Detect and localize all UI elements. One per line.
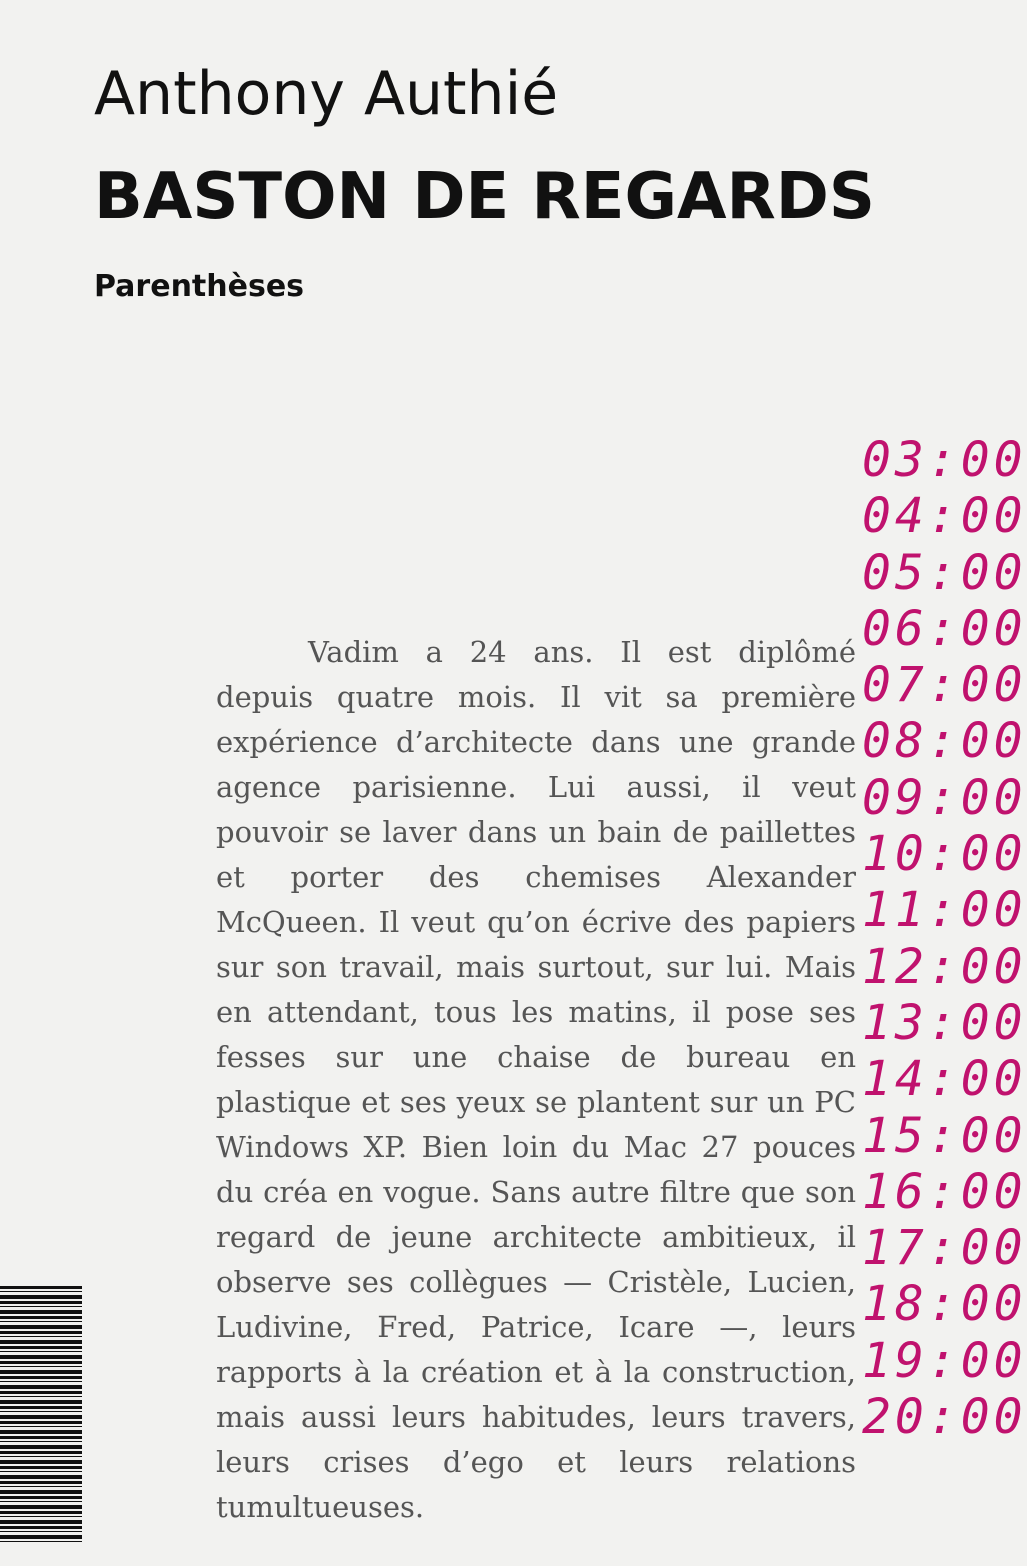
digital-clock-column <box>862 432 1027 1566</box>
clock-time: 07:00 <box>862 657 1027 714</box>
clock-time: 04:00 <box>862 488 1027 545</box>
clock-time: 11:00 <box>862 882 1027 939</box>
clock-time: 14:00 <box>862 1051 1027 1108</box>
publisher-name: Parenthèses <box>94 269 305 304</box>
clock-time: 09:00 <box>862 769 1027 826</box>
book-title: BASTON DE REGARDS <box>94 160 875 234</box>
clock-time: 06:00 <box>862 600 1027 657</box>
clock-time: 20:00 <box>862 1389 1027 1446</box>
clock-time: 16:00 <box>862 1163 1027 1220</box>
clock-time: 05:00 <box>862 544 1027 601</box>
clock-time: 13:00 <box>862 994 1027 1051</box>
clock-time: 18:00 <box>862 1276 1027 1333</box>
clock-time: 03:00 <box>862 432 1027 488</box>
clock-time: 17:00 <box>862 1220 1027 1277</box>
clock-time: 19:00 <box>862 1332 1027 1389</box>
author-name: Anthony Authié <box>94 59 559 129</box>
clock-time: 15:00 <box>862 1107 1027 1164</box>
back-cover-blurb: Vadim a 24 ans. Il est diplômé depuis quatre mois. Il vit sa première expérience d’architecte dans une grande agence parisienne. Lui aussi, il veut pouvoir se laver dans un bain de paillettes et porter des chemises Alexander McQueen. Il veut qu’on écrive des papiers sur son travail, mais surtout, sur lui. Mais en attendant, tous les matins, il pose ses fesses sur une chaise de bureau en plastique et ses yeux se plantent sur un PC Windows XP. Bien loin du Mac 27 pouces du créa en vogue. Sans autre filtre que son regard de jeune architecte ambitieux, il observe ses collègues — Cristèle, Lucien, Ludivine, Fred, Patrice, Icare —, leurs rapports à la création et à la construction, mais aussi leurs habitudes, leurs travers, leurs crises d’ego et leurs relations tumultueuses. <box>216 635 856 1524</box>
clock-time: 08:00 <box>862 713 1027 770</box>
clock-time: 10:00 <box>862 826 1027 883</box>
barcode <box>0 1286 82 1542</box>
clock-time: 12:00 <box>862 938 1027 995</box>
